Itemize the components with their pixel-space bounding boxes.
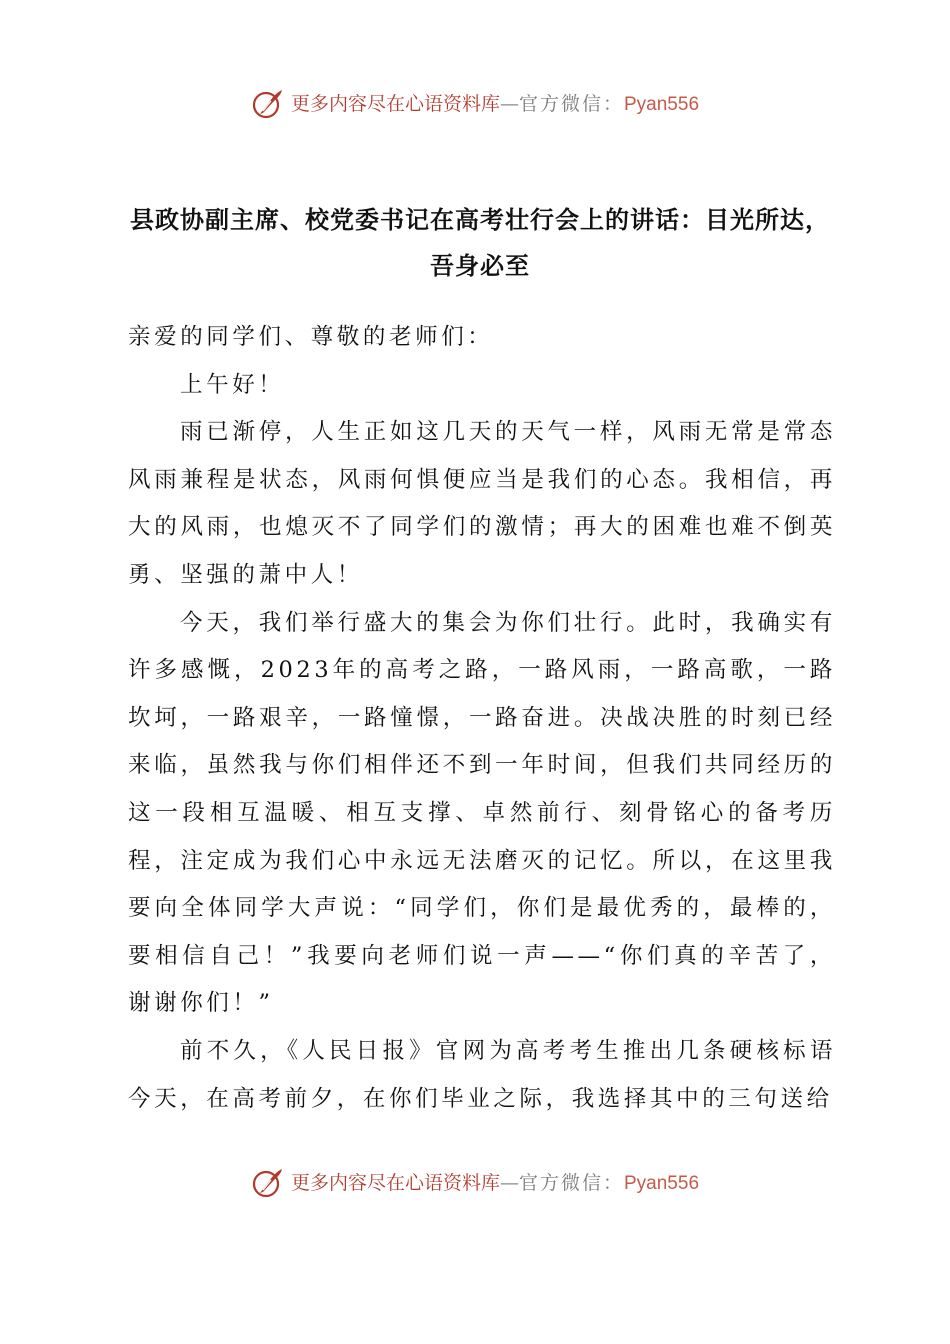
- banner-main-text: 更多内容尽在心语资料库: [290, 1171, 500, 1194]
- paragraph-slogans: 前不久，《人民日报》官网为高考考生推出几条硬核标语今天，在高考前夕，在你们毕业之际，我选择其中的三句送给: [128, 1037, 836, 1112]
- paragraph-weather: 雨已渐停，人生正如这几天的天气一样，风雨无常是常态风雨兼程是状态，风雨何惧便应当是我们的心态。我相信，再大的风雨，也熄灭不了同学们的激情；再大的困难也难不倒英勇、坚强的萧中人！: [128, 419, 836, 588]
- quill-logo-icon: [251, 1166, 285, 1200]
- document-title: [120, 197, 840, 289]
- banner-separator: —: [499, 92, 519, 115]
- footer-banner: [0, 1163, 950, 1203]
- paragraph-greeting: 上午好！: [180, 371, 285, 398]
- quill-logo-icon: [251, 87, 285, 121]
- banner-separator: —: [499, 1171, 519, 1194]
- banner-wechat-label: 官方微信：: [518, 92, 624, 115]
- banner-wechat-label: 官方微信：: [518, 1171, 624, 1194]
- title-line-1: 县政协副主席、校党委书记在高考壮行会上的讲话：目光所达，: [130, 206, 830, 234]
- salutation: 亲爱的同学们、尊敬的老师们：: [128, 324, 494, 350]
- banner-main-text: 更多内容尽在心语资料库: [290, 92, 500, 115]
- paragraph-farewell: 今天，我们举行盛大的集会为你们壮行。此时，我确实有许多感慨，2023年的高考之路，一路风雨，一路高歌，一路坎坷，一路艰辛，一路憧憬，一路奋进。决战决胜的时刻已经来临，虽然我与你们相伴还不到一年时间，但我们共同经历的这一段相互温暖、相互支撑、卓然前行、刻骨铭心的备考历程，注定成为我们心中永远无法磨灭的记忆。所以，在这里我要向全体同学大声说：“同学们，你们是最优秀的，最棒的，要相信自己！”我要向老师们说一声——“你们真的辛苦了，谢谢你们！”: [128, 609, 836, 1017]
- banner-wechat-id: Pyan556: [624, 93, 700, 115]
- title-line-2: 吾身必至: [430, 252, 530, 280]
- document-body: [128, 314, 836, 1123]
- header-banner: [0, 84, 950, 124]
- banner-wechat-id: Pyan556: [624, 1172, 700, 1194]
